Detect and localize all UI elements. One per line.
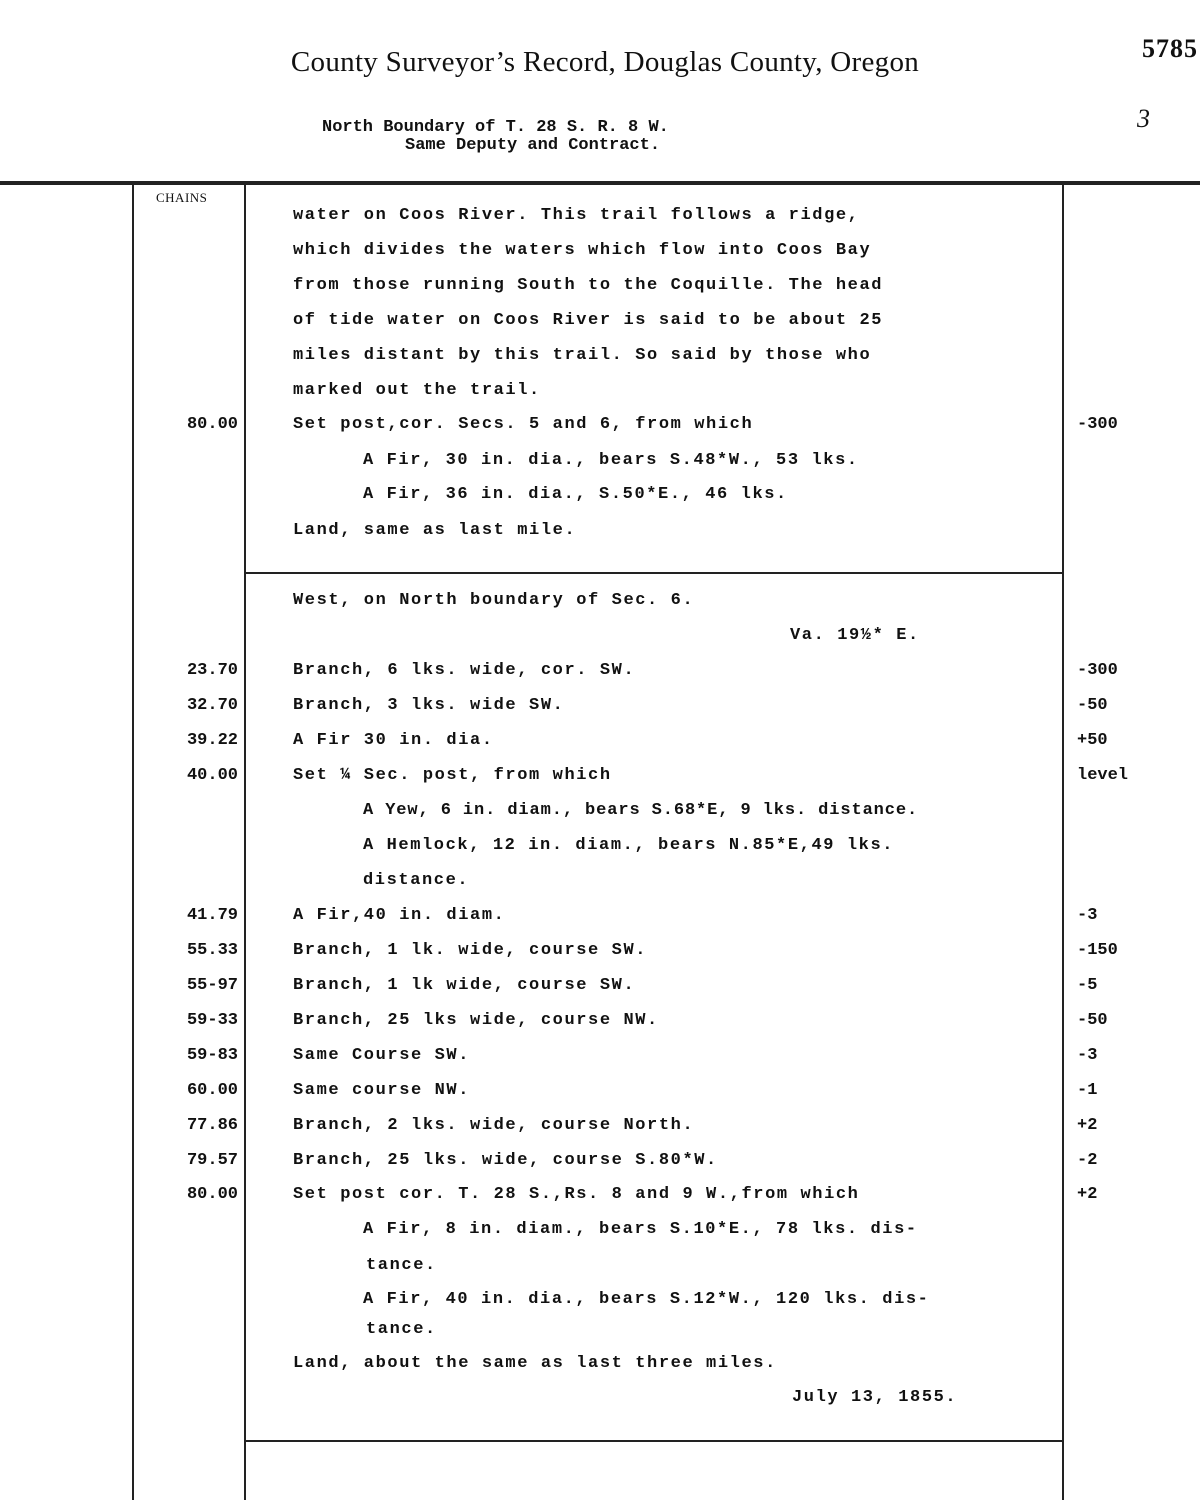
- bearing-tree-line: A Fir, 30 in. dia., bears S.48*W., 53 lks.: [363, 451, 859, 470]
- bearing-tree-line: A Yew, 6 in. diam., bears S.68*E, 9 lks. distance.: [363, 801, 919, 820]
- entry-text: Branch, 25 lks wide, course NW.: [293, 1011, 659, 1030]
- entry-text: Set ¼ Sec. post, from which: [293, 766, 612, 785]
- chain-value: 60.00: [186, 1081, 238, 1100]
- chain-value: 55-97: [186, 976, 238, 995]
- bearing-tree-line: distance.: [363, 871, 470, 890]
- magnetic-variation: Va. 19½* E.: [790, 626, 920, 645]
- elevation-value: +2: [1077, 1116, 1098, 1135]
- section-divider-bottom: [246, 1440, 1064, 1442]
- bearing-tree-line: tance.: [366, 1320, 437, 1339]
- chain-value: 55.33: [186, 941, 238, 960]
- record-title: County Surveyor’s Record, Douglas County, Oregon: [290, 46, 920, 78]
- entry-text: Branch, 1 lk wide, course SW.: [293, 976, 636, 995]
- elevation-value: +2: [1077, 1185, 1098, 1204]
- chain-value: 32.70: [186, 696, 238, 715]
- entry-text: Branch, 25 lks. wide, course S.80*W.: [293, 1151, 718, 1170]
- note-line: from those running South to the Coquille. The head: [293, 276, 884, 295]
- survey-date: July 13, 1855.: [792, 1388, 958, 1407]
- chain-value: 59-83: [186, 1046, 238, 1065]
- note-line: water on Coos River. This trail follows a ridge,: [293, 206, 860, 225]
- elevation-value: -1: [1077, 1081, 1098, 1100]
- chain-value: 41.79: [186, 906, 238, 925]
- elevation-value: -50: [1077, 1011, 1108, 1030]
- note-line: miles distant by this trail. So said by those who: [293, 346, 872, 365]
- deputy-subtitle: Same Deputy and Contract.: [405, 136, 661, 155]
- section-heading: West, on North boundary of Sec. 6.: [293, 591, 695, 610]
- entry-text: Branch, 1 lk. wide, course SW.: [293, 941, 648, 960]
- page-mark: 3: [1137, 104, 1150, 133]
- boundary-subtitle: North Boundary of T. 28 S. R. 8 W.: [322, 118, 669, 137]
- chains-column-header: CHAINS: [156, 190, 208, 205]
- entry-text: Branch, 2 lks. wide, course North.: [293, 1116, 695, 1135]
- entry-text: Branch, 3 lks. wide SW.: [293, 696, 565, 715]
- bearing-tree-line: A Fir, 8 in. diam., bears S.10*E., 78 lks. dis-: [363, 1220, 918, 1239]
- chain-value: 77.86: [186, 1116, 238, 1135]
- elevation-value: -2: [1077, 1151, 1098, 1170]
- note-line: marked out the trail.: [293, 381, 541, 400]
- left-margin-line: [132, 183, 134, 1500]
- chain-value: 80.00: [186, 1185, 238, 1204]
- note-line: Set post,cor. Secs. 5 and 6, from which: [293, 415, 754, 434]
- section-divider: [246, 572, 1064, 574]
- elevation-column-line: [1062, 183, 1064, 1500]
- chain-value: 39.22: [186, 731, 238, 750]
- elevation-value: -50: [1077, 696, 1108, 715]
- note-line: of tide water on Coos River is said to be about 25: [293, 311, 884, 330]
- entry-text: A Fir 30 in. dia.: [293, 731, 494, 750]
- chain-value: 80.00: [186, 415, 238, 434]
- elevation-value: -300: [1077, 661, 1118, 680]
- chain-value: 23.70: [186, 661, 238, 680]
- entry-text: A Fir,40 in. diam.: [293, 906, 506, 925]
- elevation-value: +50: [1077, 731, 1108, 750]
- entry-text: Branch, 6 lks. wide, cor. SW.: [293, 661, 636, 680]
- chain-value: 79.57: [186, 1151, 238, 1170]
- elevation-value: level: [1077, 766, 1129, 785]
- chains-column-line: [244, 183, 246, 1500]
- elevation-value: -3: [1077, 906, 1098, 925]
- bearing-tree-line: A Fir, 40 in. dia., bears S.12*W., 120 lks. dis-: [363, 1290, 930, 1309]
- bearing-tree-line: tance.: [366, 1256, 437, 1275]
- entry-text: Same Course SW.: [293, 1046, 471, 1065]
- entry-text: Set post cor. T. 28 S.,Rs. 8 and 9 W.,from which: [293, 1185, 860, 1204]
- chain-value: 40.00: [186, 766, 238, 785]
- elevation-value: -3: [1077, 1046, 1098, 1065]
- page-number: 5785: [1142, 34, 1198, 63]
- entry-text: Land, about the same as last three miles.: [293, 1354, 777, 1373]
- elevation-value: -300: [1077, 415, 1118, 434]
- entry-text: Same course NW.: [293, 1081, 471, 1100]
- note-line: Land, same as last mile.: [293, 521, 577, 540]
- chain-value: 59-33: [186, 1011, 238, 1030]
- header-rule: [0, 181, 1200, 185]
- elevation-value: -5: [1077, 976, 1098, 995]
- bearing-tree-line: A Fir, 36 in. dia., S.50*E., 46 lks.: [363, 485, 788, 504]
- bearing-tree-line: A Hemlock, 12 in. diam., bears N.85*E,49 lks.: [363, 836, 895, 855]
- note-line: which divides the waters which flow into Coos Bay: [293, 241, 872, 260]
- elevation-value: -150: [1077, 941, 1118, 960]
